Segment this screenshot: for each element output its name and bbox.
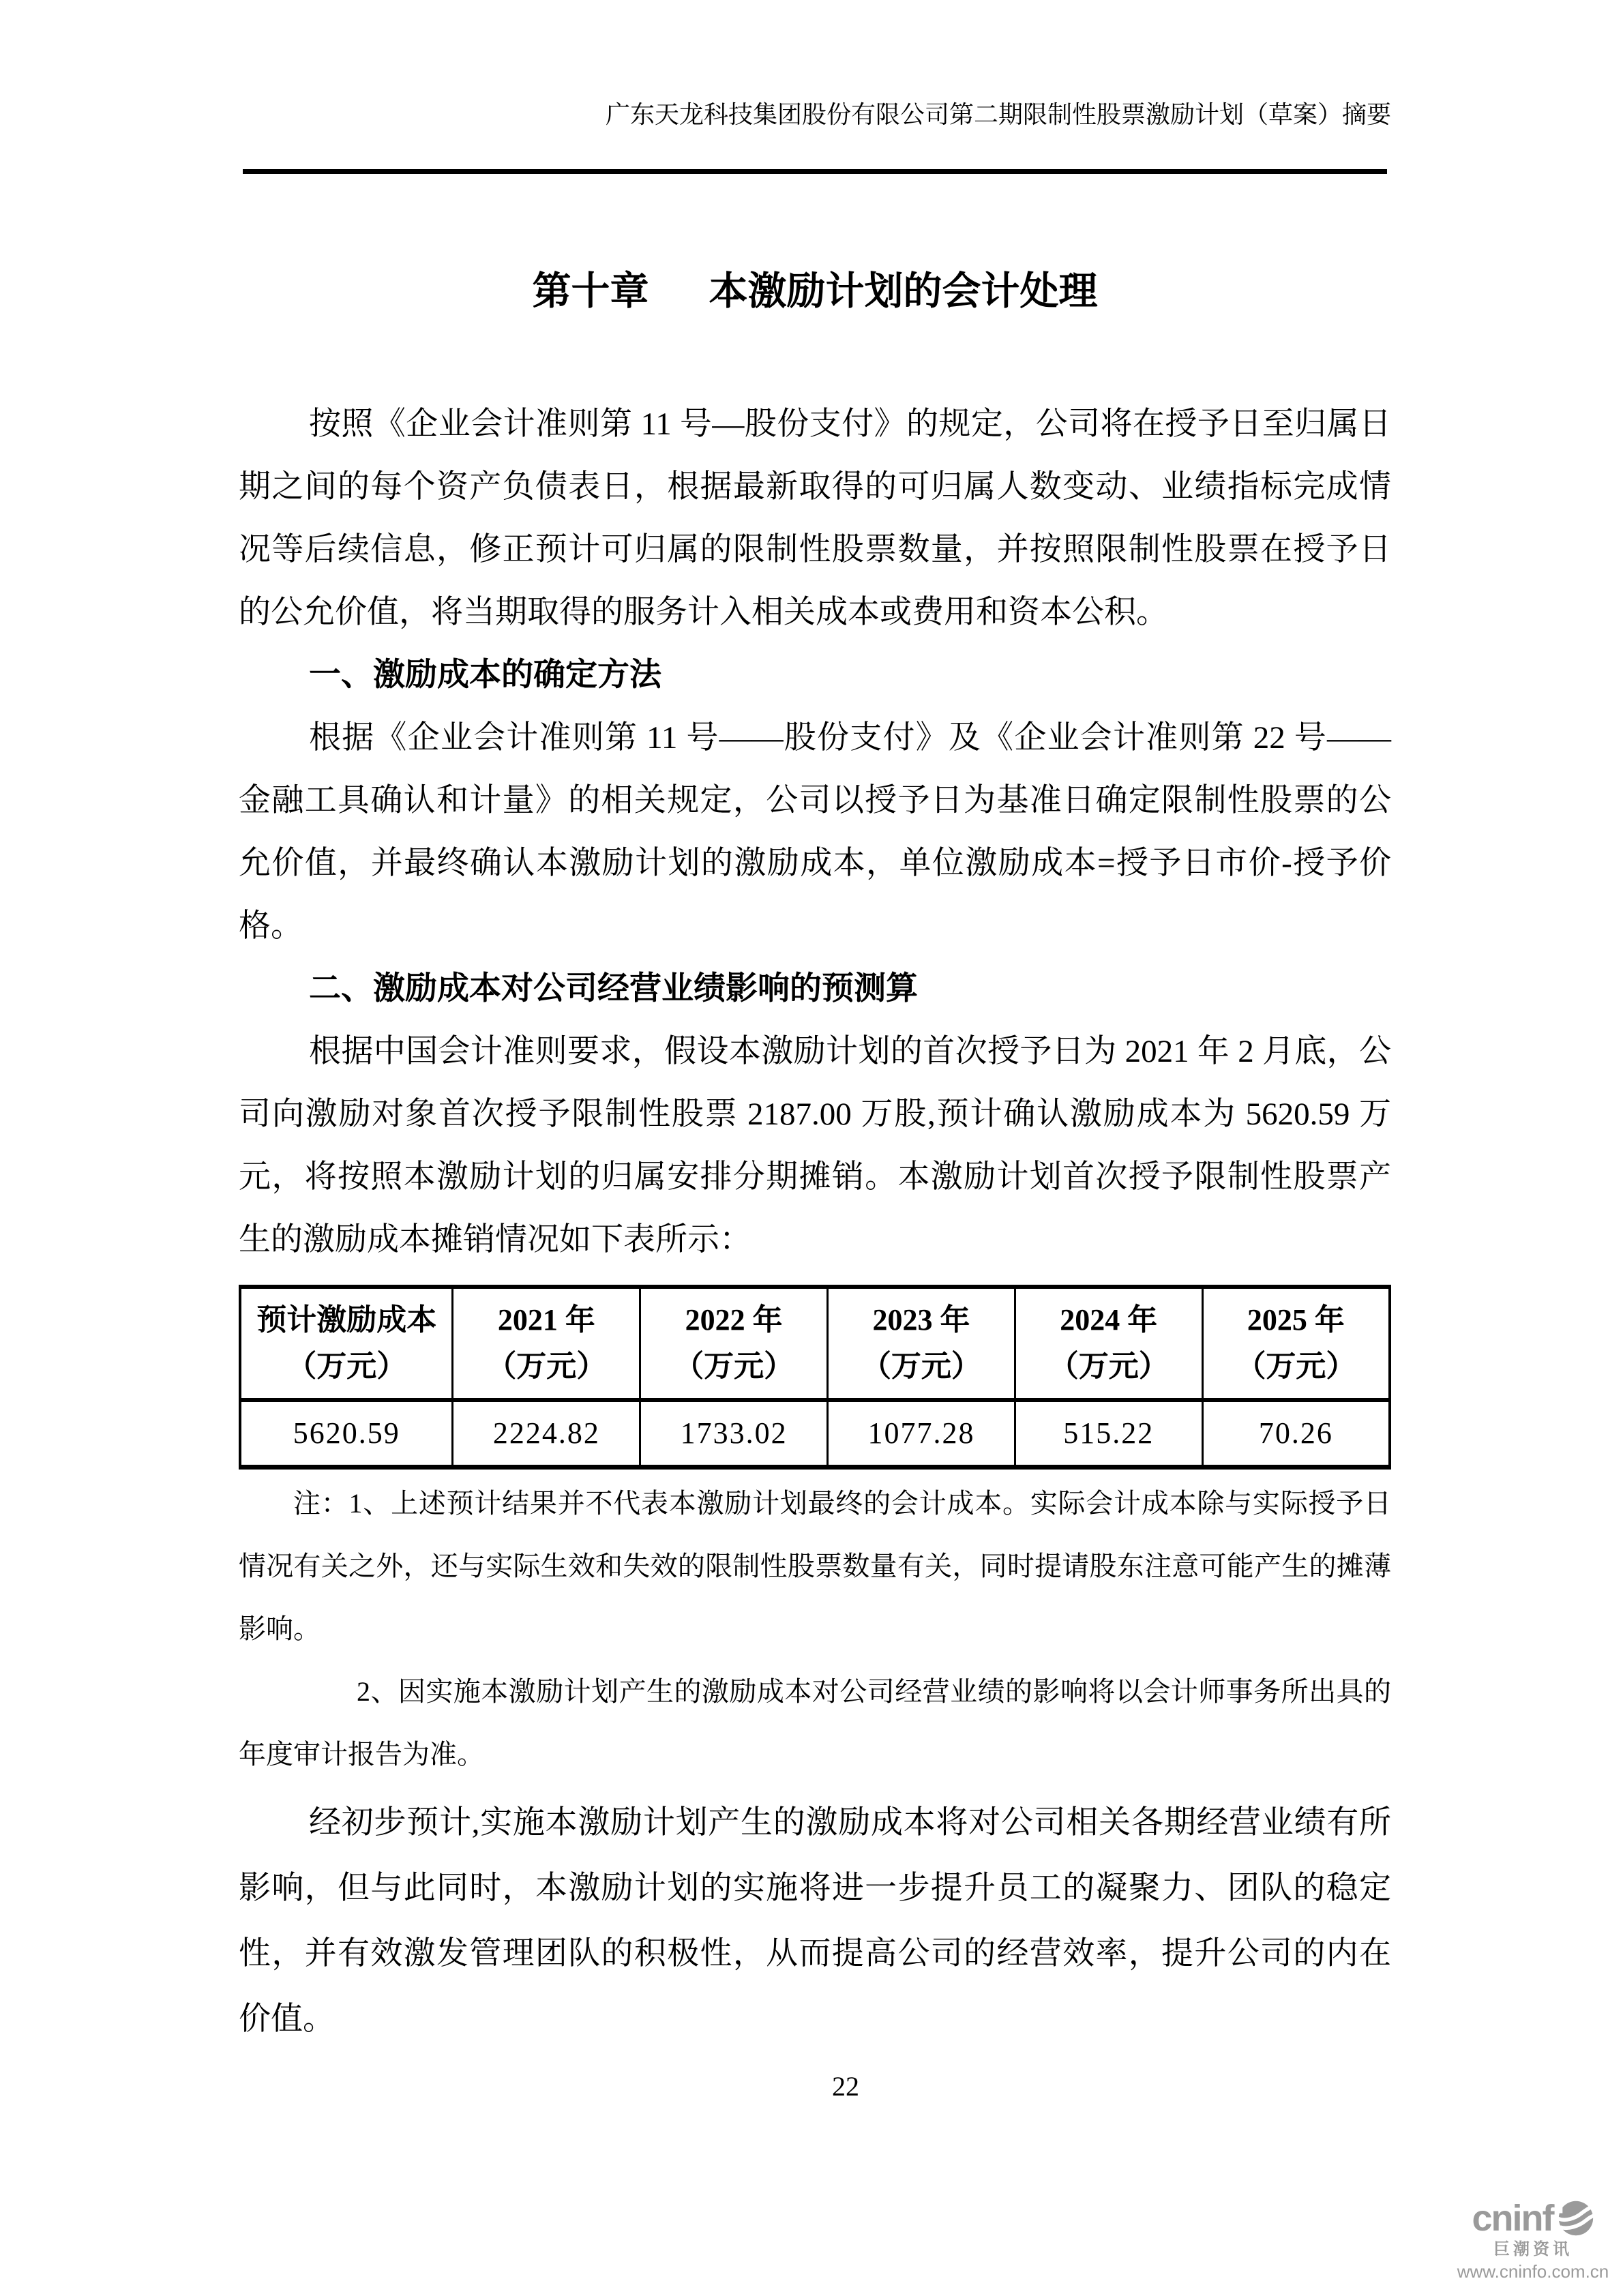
table-header-line: （万元） xyxy=(1236,1350,1356,1383)
section-heading-1: 一、激励成本的确定方法 xyxy=(309,657,661,693)
cninfo-logo-chinese: 巨潮资讯 xyxy=(1493,2240,1573,2258)
table-value-2021: 2224.82 xyxy=(453,1400,640,1467)
paragraph-forecast: 根据中国会计准则要求，假设本激励计划的首次授予日为 2021 年 2 月底，公司向激励对象首次授予限制性股票 2187.00 万股,预计确认激励成本为 5620.59 万元，将按照本激励计划的归属安排分期摊销。本激励计划首次授予限制性股票产生的激励成本摊销情况如下表所示： xyxy=(239,1034,1391,1257)
table-header-cell-2023 xyxy=(828,1287,1015,1400)
note-2: 2、因实施本激励计划产生的激励成本对公司经营业绩的影响将以会计师事务所出具的年度审计报告为准。 xyxy=(239,1676,1391,1770)
table-header-line: （万元） xyxy=(286,1350,407,1383)
cninfo-logo-row xyxy=(1457,2198,1609,2238)
table-header-line: 2024 年 xyxy=(1060,1303,1158,1337)
running-header: 广东天龙科技集团股份有限公司第二期限制性股票激励计划（草案）摘要 xyxy=(605,101,1391,128)
table-value-total: 5620.59 xyxy=(240,1400,453,1467)
table-header-cell-2021 xyxy=(453,1287,640,1400)
header-rule xyxy=(243,169,1387,174)
paragraph-accounting-rule: 按照《企业会计准则第 11 号—股份支付》的规定，公司将在授予日至归属日期之间的每个资产负债表日，根据最新取得的可归属人数变动、业绩指标完成情况等后续信息，修正预计可归属的限制性股票数量，并按照限制性股票在授予日的公允价值，将当期取得的服务计入相关成本或费用和资本公积。 xyxy=(239,406,1391,630)
table-header-line: 预计激励成本 xyxy=(256,1303,437,1337)
section-heading-2: 二、激励成本对公司经营业绩影响的预测算 xyxy=(309,971,918,1007)
amortization-table xyxy=(239,1285,1391,1470)
table-header-line: （万元） xyxy=(486,1350,607,1383)
table-header-line: （万元） xyxy=(1048,1350,1169,1383)
cninfo-logo-url: www.cninfo.com.cn xyxy=(1457,2261,1609,2282)
table-value-2022: 1733.02 xyxy=(640,1400,828,1467)
chapter-title xyxy=(239,270,1391,314)
chapter-number: 第十章 xyxy=(532,270,649,313)
cninfo-logo xyxy=(1457,2198,1609,2282)
table-header-cell-2025 xyxy=(1202,1287,1390,1400)
table-header-row xyxy=(240,1287,1390,1400)
table-header-line: 2022 年 xyxy=(685,1303,783,1337)
table-value-row xyxy=(240,1400,1390,1467)
table-value-2023: 1077.28 xyxy=(828,1400,1015,1467)
page-number: 22 xyxy=(832,2071,859,2102)
chapter-name: 本激励计划的会计处理 xyxy=(709,270,1098,313)
table-header-line: （万元） xyxy=(861,1350,981,1383)
table-header-line: 2025 年 xyxy=(1247,1303,1345,1337)
table-header-cell-2022 xyxy=(640,1287,828,1400)
note-1: 注：1、上述预计结果并不代表本激励计划最终的会计成本。实际会计成本除与实际授予日情况有关之外，还与实际生效和失效的限制性股票数量有关，同时提请股东注意可能产生的摊薄影响。 xyxy=(239,1488,1391,1644)
table-header-line: 2023 年 xyxy=(872,1303,970,1337)
table-value-2025: 70.26 xyxy=(1202,1400,1390,1467)
cninfo-logo-text: cninf xyxy=(1472,2198,1553,2239)
table-header-line: 2021 年 xyxy=(497,1303,595,1337)
table-header-cell-2024 xyxy=(1015,1287,1202,1400)
table-header-cell-total xyxy=(240,1287,453,1400)
paragraph-conclusion: 经初步预计,实施本激励计划产生的激励成本将对公司相关各期经营业绩有所影响，但与此同时，本激励计划的实施将进一步提升员工的凝聚力、团队的稳定性，并有效激发管理团队的积极性，从而提高公司的经营效率，提升公司的内在价值。 xyxy=(239,1805,1391,2037)
document-body xyxy=(239,270,1391,2052)
cninfo-globe-icon xyxy=(1556,2199,1594,2237)
paragraph-cost-method: 根据《企业会计准则第 11 号——股份支付》及《企业会计准则第 22 号——金融工具确认和计量》的相关规定，公司以授予日为基准日确定限制性股票的公允价值，并最终确认本激励计划的激励成本，单位激励成本=授予日市价-授予价格。 xyxy=(239,720,1391,944)
table-header-line: （万元） xyxy=(674,1350,794,1383)
table-notes xyxy=(239,1472,1391,1786)
table-value-2024: 515.22 xyxy=(1015,1400,1202,1467)
